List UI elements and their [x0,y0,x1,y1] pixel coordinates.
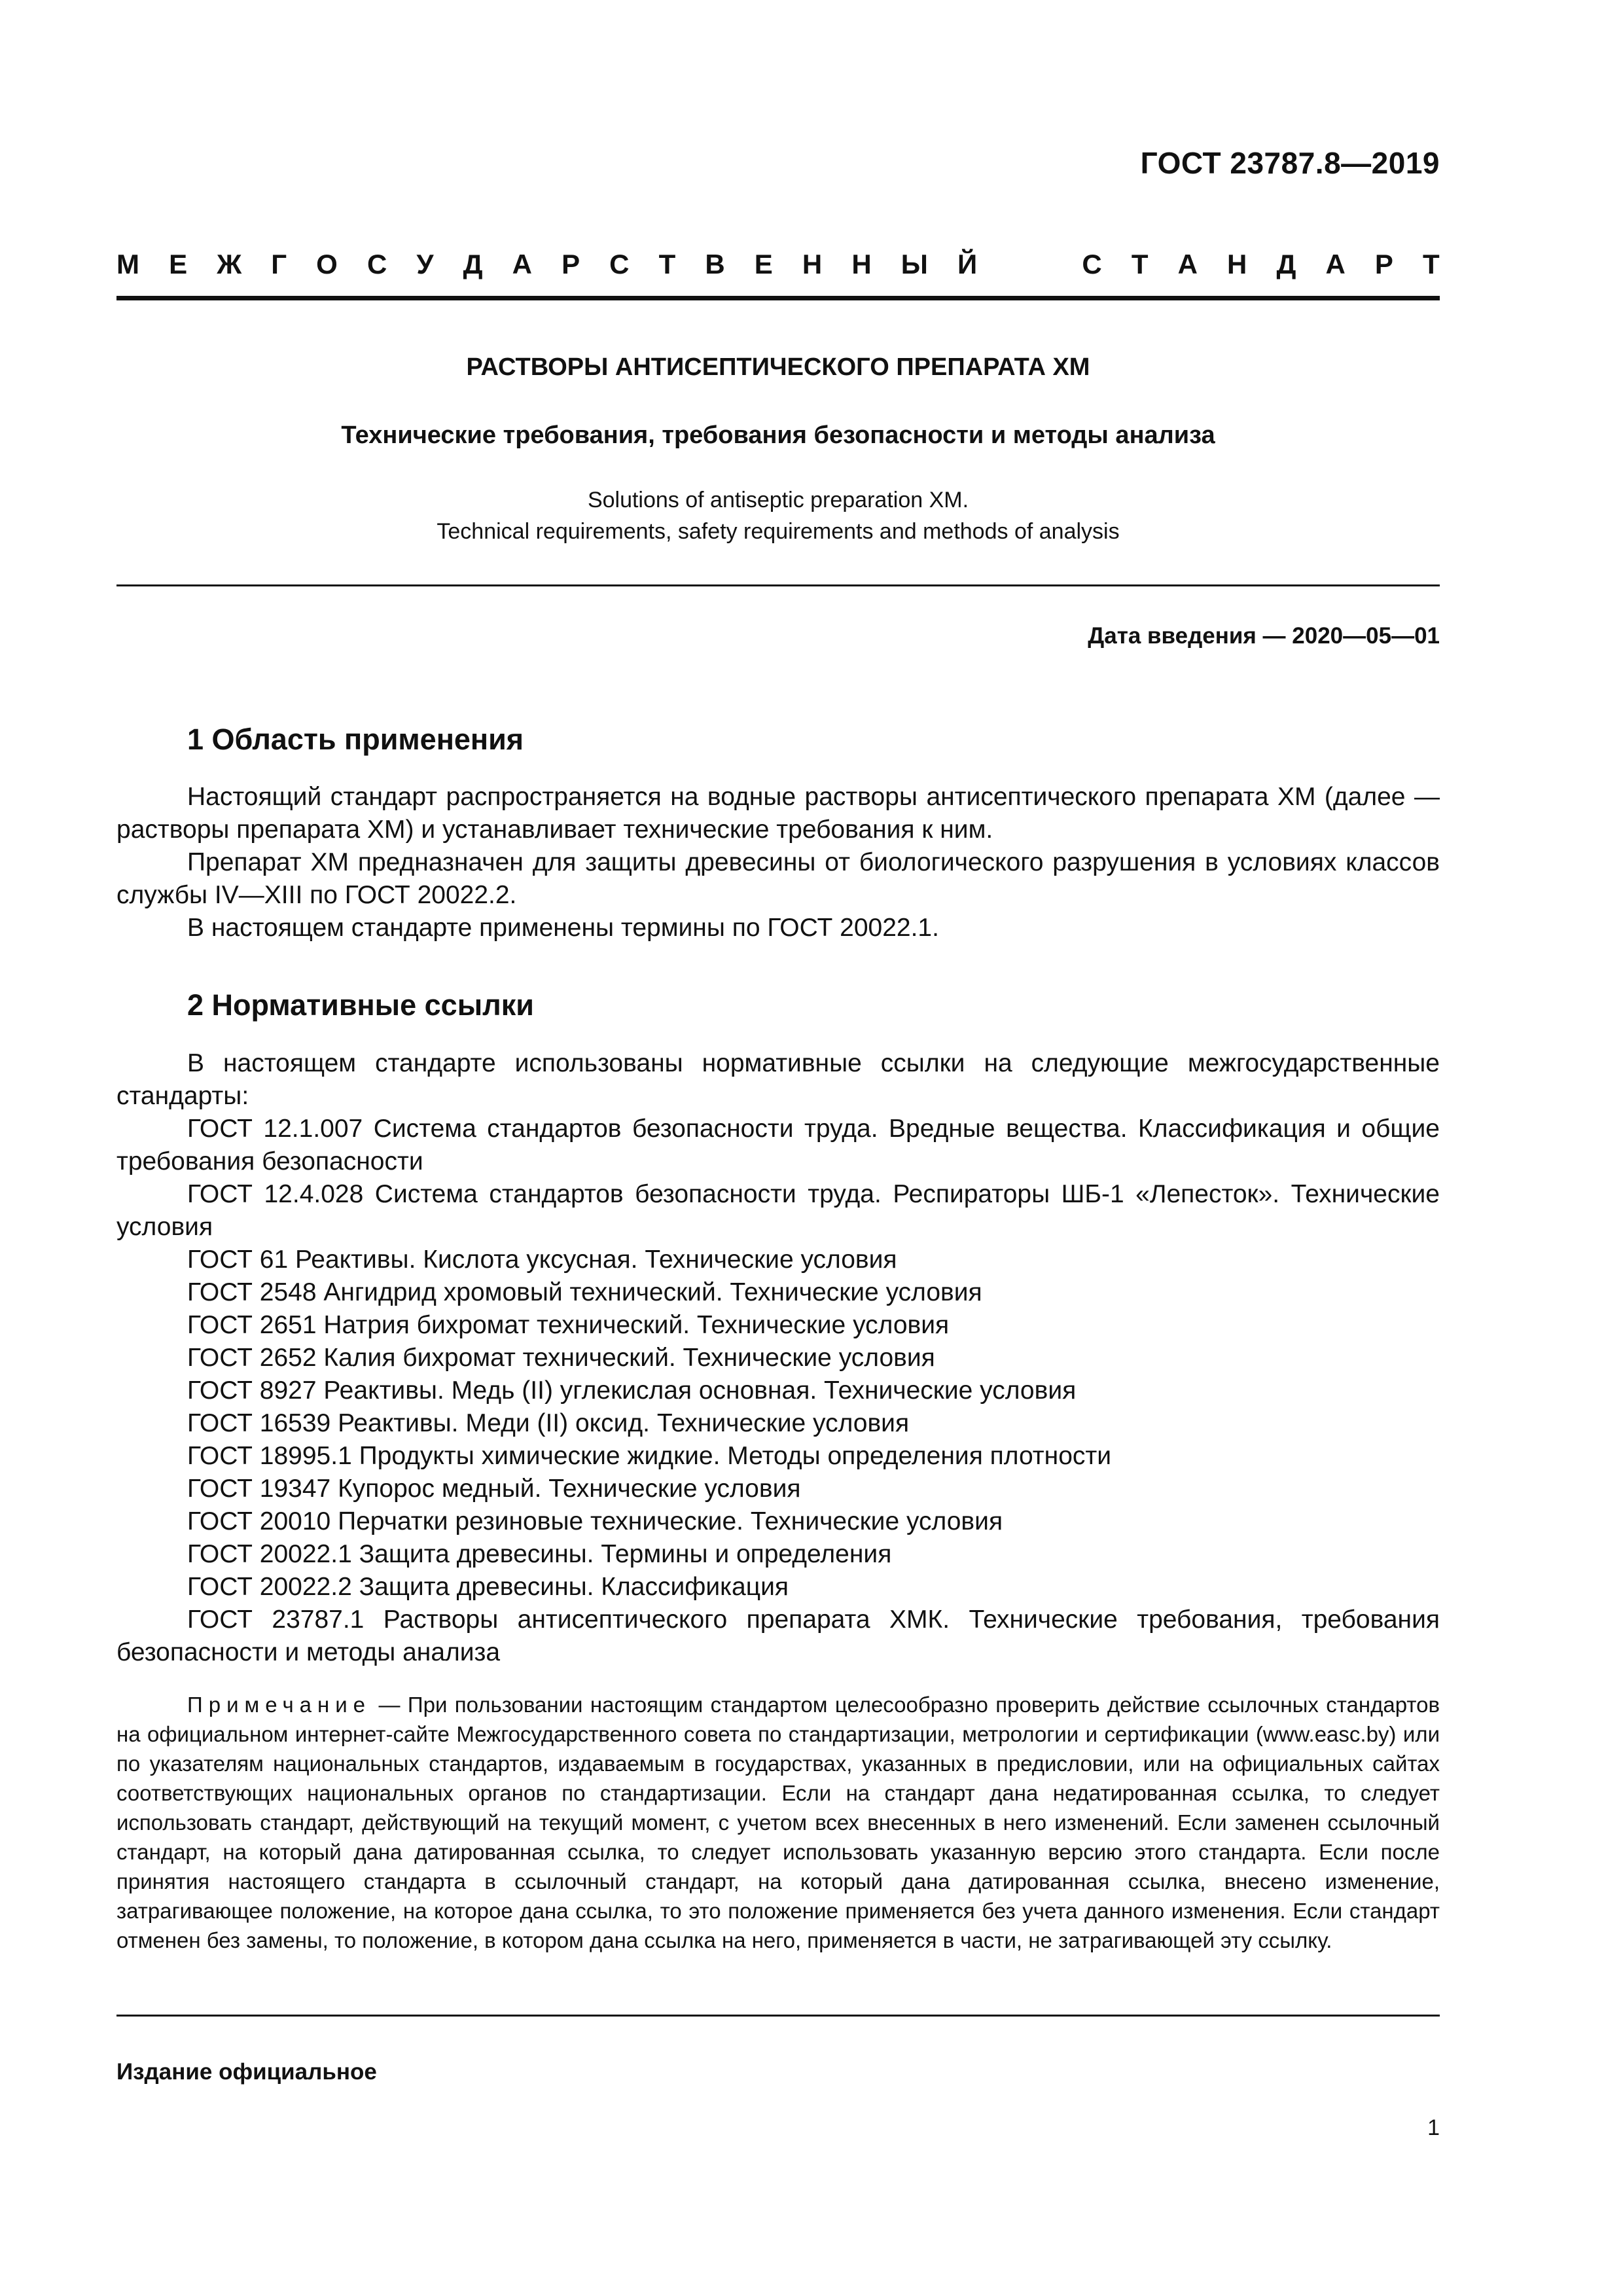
section-1-body [116,781,1440,944]
banner-letter: Р [1374,249,1393,279]
banner-letter: А [1325,249,1346,279]
interstate-standard-banner [116,245,1440,284]
note-paragraph [116,1690,1440,1955]
page-number: 1 [1427,2115,1440,2140]
banner-letter: О [316,249,338,279]
english-title-line: Solutions of antiseptic preparation XM. [587,488,969,512]
reference-item: ГОСТ 12.4.028 Система стандартов безопасности труда. Респираторы ШБ-1 «Лепесток». Технические условия [116,1180,1440,1241]
reference-item: ГОСТ 2652 Калия бихромат технический. Технические условия [187,1344,935,1372]
section-2-heading: 2 Нормативные ссылки [187,988,534,1022]
banner-letter: Е [169,249,188,279]
banner-letter: А [512,249,532,279]
banner-letter: Т [1423,249,1440,279]
official-edition-label: Издание официальное [116,2059,377,2085]
paragraph: В настоящем стандарте применены термины по ГОСТ 20022.1. [187,914,939,942]
note-text: — При пользовании настоящим стандартом целесообразно проверить действие ссылочных стандартов на официальном интернет-сайте Межгосударственного совета по стандартизации, метрологии и сертификации (www.easc.by) или по указателям национальных стандартов, издаваемым в государствах, указанных в предисловии, или на официальных сайтах соответствующих национальных органов по стандартизации. Если на стандарт дана недатированная ссылка, то следует использовать стандарт, действующий на текущий момент, с учетом всех внесенных в него изменений. Если заменен ссылочный стандарт, на который дана датированная ссылка, то следует использовать указанную версию этого стандарта. Если после принятия настоящего стандарта в ссылочный стандарт, на который дана датированная ссылка, внесено изменение, затрагивающее положение, на которое дана ссылка, то это положение применяется без учета данного изменения. Если стандарт отменен без замены, то положение, в котором дана ссылка на него, применяется в части, не затрагивающей эту ссылку. [116,1693,1440,1952]
reference-item: ГОСТ 20022.1 Защита древесины. Термины и определения [187,1540,892,1568]
banner-letter: Ы [901,249,928,279]
reference-item: ГОСТ 20010 Перчатки резиновые технические. Технические условия [187,1507,1003,1535]
gost-designation: ГОСТ 23787.8—2019 [1140,146,1440,180]
reference-item: ГОСТ 20022.2 Защита древесины. Классификация [187,1573,789,1601]
document-title: РАСТВОРЫ АНТИСЕПТИЧЕСКОГО ПРЕПАРАТА ХМ [466,353,1090,381]
banner-letter: Н [802,249,823,279]
english-title [116,484,1440,547]
banner-letter: С [609,249,630,279]
paragraph: Препарат ХМ предназначен для защиты древесины от биологического разрушения в условиях классов службы IV—XIII по ГОСТ 20022.2. [116,848,1440,909]
banner-letter: Д [1276,249,1296,279]
banner-letter: С [1082,249,1102,279]
introduction-date: Дата введения — 2020—05—01 [1088,623,1440,649]
paragraph: Настоящий стандарт распространяется на водные растворы антисептического препарата ХМ (далее — растворы препарата ХМ) и устанавливает технические требования к ним. [116,783,1440,844]
banner-letter: Й [957,249,978,279]
banner-letter: Н [851,249,872,279]
banner-letter: Ж [217,249,242,279]
normative-references [116,1047,1440,1669]
note-label: Примечание [187,1693,372,1717]
banner-letter: С [366,249,387,279]
reference-item: ГОСТ 23787.1 Растворы антисептического препарата ХМК. Технические требования, требования безопасности и методы анализа [116,1605,1440,1666]
reference-item: ГОСТ 2548 Ангидрид хромовый технический. Технические условия [187,1278,982,1306]
footer-rule [116,2015,1440,2017]
banner-letter: Е [754,249,773,279]
banner-letter: Т [1131,249,1149,279]
reference-item: ГОСТ 19347 Купорос медный. Технические условия [187,1475,801,1503]
title-rule [116,584,1440,586]
reference-item: ГОСТ 2651 Натрия бихромат технический. Технические условия [187,1311,950,1339]
document-subtitle: Технические требования, требования безопасности и методы анализа [341,422,1215,449]
note-block [116,1690,1440,1955]
banner-letter: Н [1227,249,1247,279]
banner-letter: М [116,249,139,279]
reference-item: ГОСТ 61 Реактивы. Кислота уксусная. Технические условия [187,1246,897,1274]
banner-letter: Т [658,249,676,279]
reference-item: ГОСТ 12.1.007 Система стандартов безопасности труда. Вредные вещества. Классификация и общие требования безопасности [116,1115,1440,1175]
reference-item: ГОСТ 8927 Реактивы. Медь (II) углекислая основная. Технические условия [187,1376,1077,1405]
banner-letter: Р [562,249,580,279]
reference-item: ГОСТ 18995.1 Продукты химические жидкие. Методы определения плотности [187,1442,1112,1470]
header-rule [116,296,1440,300]
paragraph: В настоящем стандарте использованы нормативные ссылки на следующие межгосударственные стандарты: [116,1049,1440,1110]
banner-letter: У [416,249,434,279]
banner-letter: А [1177,249,1198,279]
section-1-heading: 1 Область применения [187,723,524,756]
banner-letter: Д [463,249,483,279]
reference-item: ГОСТ 16539 Реактивы. Меди (II) оксид. Технические условия [187,1409,910,1437]
english-title-line: Technical requirements, safety requirements and methods of analysis [437,519,1120,544]
banner-letter: В [705,249,725,279]
banner-letter: Г [271,249,287,279]
